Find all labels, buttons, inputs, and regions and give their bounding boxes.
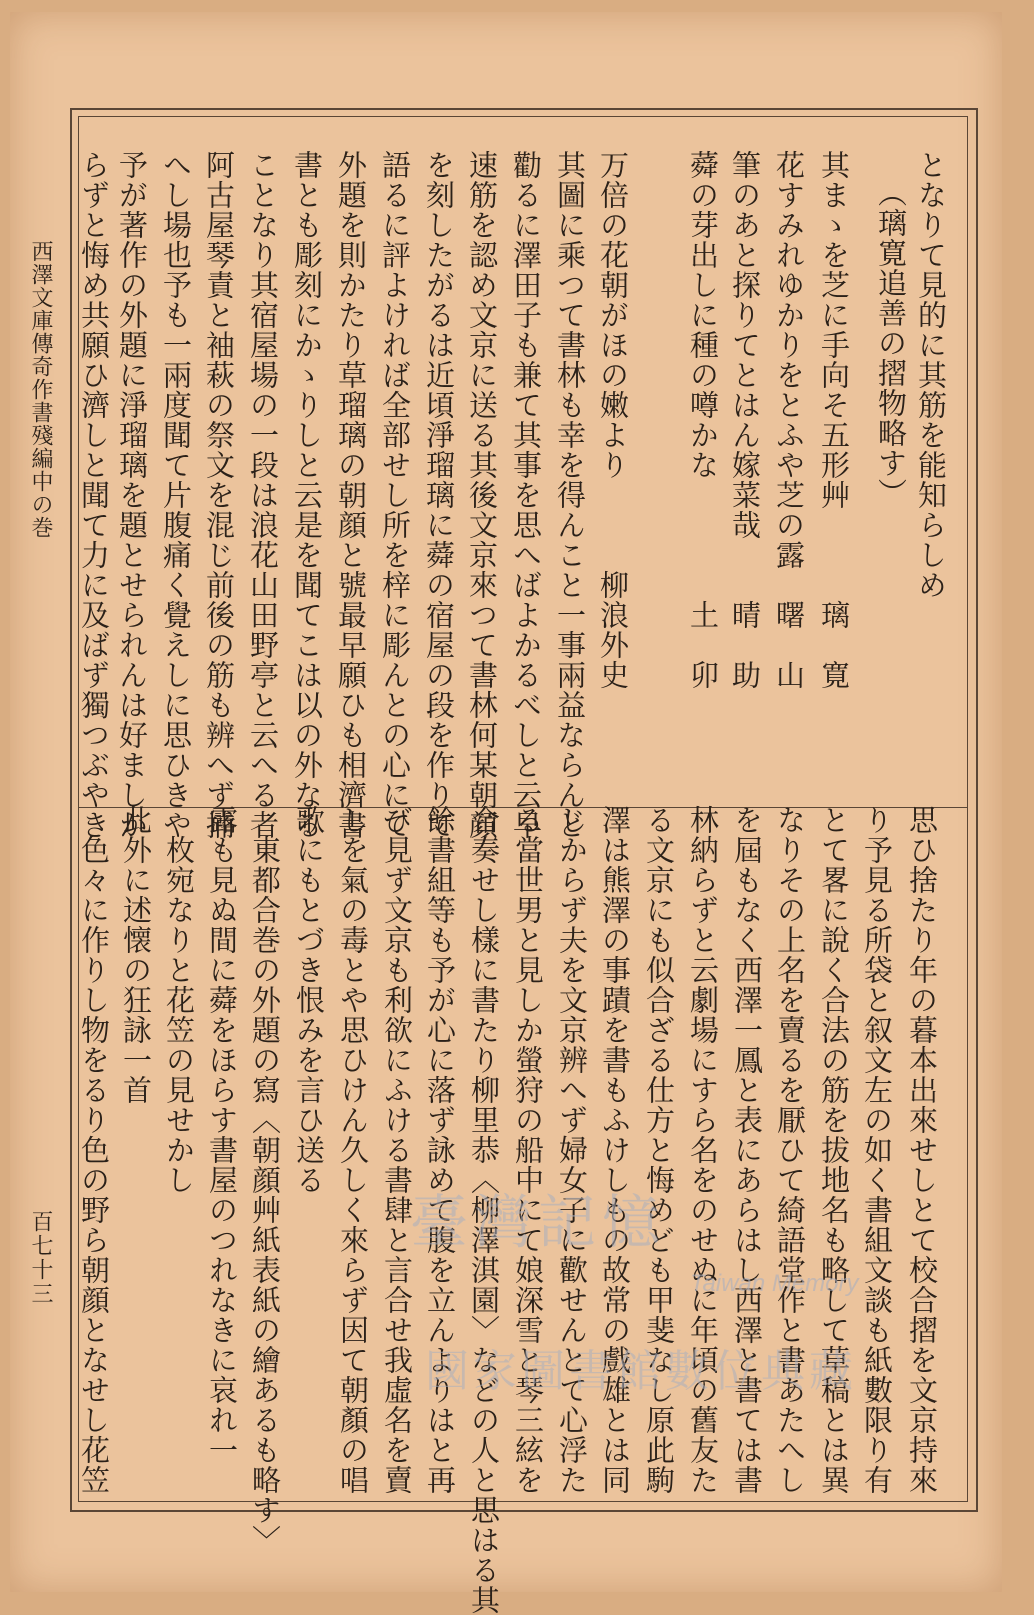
running-title: 西澤文庫傳奇作書殘編中の巻 (28, 240, 53, 539)
text-column: 餘書組等も予が心に落ず詠めて腹を立んよりはと再 (423, 805, 457, 1495)
text-column: 予が著作の外題に淨瑠璃を題とせられんは好ましか (115, 150, 149, 840)
text-column: 阿古屋琴責と袖萩の祭文を混じ前後の筋も辨へず捕 (202, 150, 236, 840)
text-column: 露も見ぬ間に蕣をほらす書屋のつれなきに哀れ一 (205, 805, 239, 1465)
text-column: 語るに評よければ全部せし所を梓に彫んとの心にて (378, 150, 412, 840)
text-column: を刻したがるは近頃淨瑠璃に蕣の宿屋の段を作りて (422, 150, 456, 840)
text-column: 其まゝを芝に手向そ五形艸 璃 寛 (817, 150, 851, 690)
text-column: 澤は熊澤の事蹟を書もふけしもの故常の戲雄とは同 (598, 805, 632, 1495)
watermark-institution: 國家圖書館數位典藏 (425, 1346, 857, 1397)
text-column: り予見る所袋と叙文左の如く書組文談も紙數限り有 (860, 805, 894, 1495)
text-column: 蕣の芽出しに種の噂かな 土 卯 (686, 150, 720, 690)
watermark-latin: Taiwan Memory (690, 1270, 859, 1297)
text-column: る文京にも似合ざる仕方と悔めども甲斐なし原此駒 (642, 805, 676, 1495)
text-column: へし場也予も一兩度聞て片腹痛く覺えしに思ひきや (159, 150, 193, 840)
text-column: び見ず文京も利欲にふける書肆と言合せ我虛名を賣 (380, 805, 414, 1495)
text-column: 勸るに澤田子も兼て其事を思へばよかるべしと云早 (509, 150, 543, 840)
page-number: 百七十三 (28, 1210, 53, 1306)
text-column: 東都合巻の外題の寫〈朝顔艸紙表紙の繪あるも略す〉 (248, 805, 282, 1555)
text-column: 筆のあと探りてとはん嫁菜哉 晴 助 (728, 150, 762, 690)
text-column: 合奏せし樣に書たり柳里恭〈柳澤淇園〉などの人と思はる其 (467, 805, 501, 1615)
text-column: 速筋を認め文京に送る其後文京來つて書林何某朝顔 (465, 150, 499, 840)
text-column: 此外に述懐の狂詠一首 (119, 805, 153, 1105)
text-column: 歌にもとづき恨みを言ひ送る (292, 805, 326, 1195)
text-column: 外題を則かたり草瑠璃の朝顔と號最早願ひも相濟書 (334, 150, 368, 840)
text-column: 枚宛なりと花笠の見せかし (162, 805, 196, 1195)
text-column: 色々に作りし物をるり色の野ら朝顔となせし花笠 (77, 805, 111, 1495)
watermark-logo: 臺灣記憶 (410, 1188, 667, 1256)
text-column: 万倍の花朝がほの嫩より 柳浪外史 (596, 150, 630, 690)
text-column: 書とも彫刻にかゝりしと云是を聞てこは以の外なる (290, 150, 324, 840)
text-column: る當世男と見しか螢狩の船中にて娘深雪と琴三絃を (511, 805, 545, 1495)
text-column: 林納らずと云劇場にすら名をのせぬに年頃の舊友た (686, 805, 720, 1495)
text-column: 思ひ捨たり年の暮本出來せしとて校合摺を文京持來 (905, 805, 939, 1495)
text-column: じからず夫を文京辨へず婦女子に歡せんとて心浮た (555, 805, 589, 1495)
text-column: ことなり其宿屋場の一段は浪花山田野亭と云へる者 (246, 150, 280, 840)
text-column: らずと悔め共願ひ濟しと聞て力に及ばず獨つぶやき (77, 150, 111, 840)
text-column: となりて見的に其筋を能知らしめ (914, 150, 948, 600)
text-column: 其圖に乘つて書林も幸を得んこと一事兩益ならんと (553, 150, 587, 840)
text-column: なりその上名を賣るを厭ひて綺語堂作と書あたへし (773, 805, 807, 1495)
text-column: とて畧に說く合法の筋を拔地名も略して草稿とは異 (817, 805, 851, 1495)
text-column: 花すみれゆかりをとふや芝の露 曙 山 (772, 150, 806, 690)
text-column: しを氣の毒とや思ひけん久しく來らず因て朝顏の唱 (336, 805, 370, 1495)
text-column: （璃寛追善の摺物略す） (874, 178, 908, 508)
text-column: を屆もなく西澤一鳳と表にあらはし西澤と書ては書 (730, 805, 764, 1495)
